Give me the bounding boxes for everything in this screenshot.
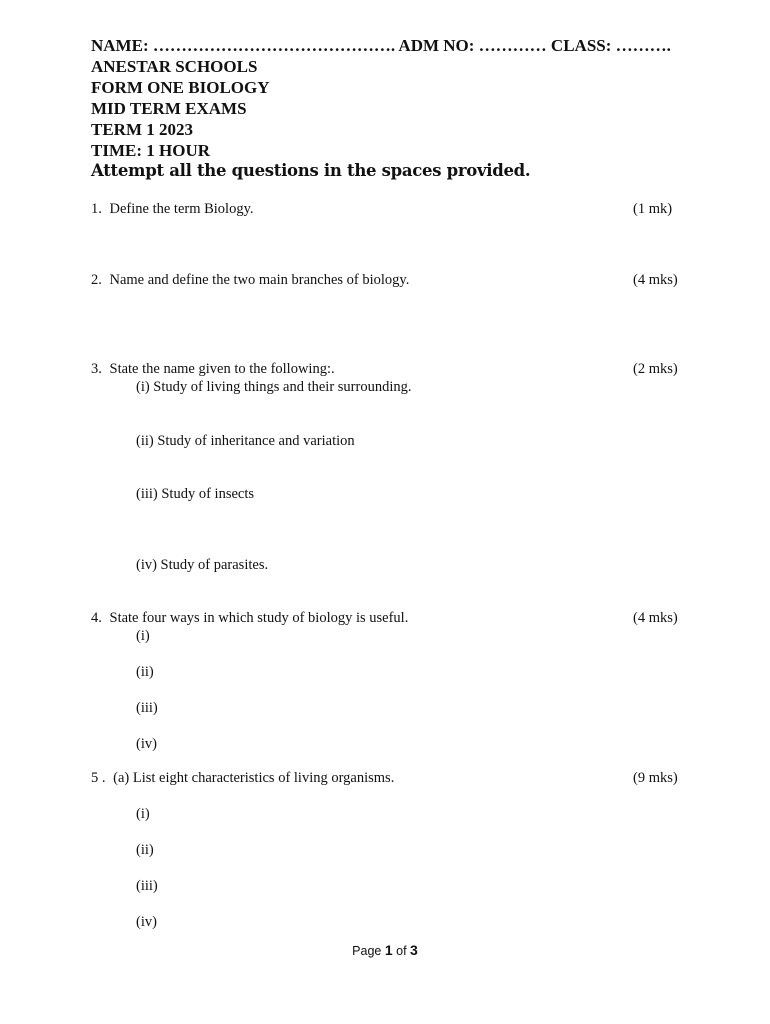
page-label: Page [352, 944, 382, 958]
question-3-sub-i: (i) Study of living things and their surrounding. [136, 379, 412, 395]
question-5 [91, 769, 394, 787]
instructions: Attempt all the questions in the spaces provided. [91, 161, 531, 180]
question-text: Define the term Biology. [109, 201, 254, 217]
question-1 [91, 200, 254, 218]
question-4-sub-iii: (iii) [136, 700, 158, 716]
subject-title: FORM ONE BIOLOGY [91, 78, 270, 97]
question-3-sub-iv: (iv) Study of parasites. [136, 557, 269, 573]
question-5-sub-ii: (ii) [136, 842, 154, 858]
question-number: 2. [91, 272, 102, 288]
question-3-sub-iii: (iii) Study of insects [136, 486, 255, 502]
question-4-sub-ii: (ii) [136, 664, 154, 680]
question-4-sub-i: (i) [136, 628, 150, 644]
time-label: TIME: 1 HOUR [91, 141, 210, 160]
question-number: 5 . [91, 770, 106, 786]
current-page-number: 1 [384, 942, 393, 958]
question-4 [91, 609, 408, 627]
page-of-label: of [396, 944, 407, 958]
question-text: (a) List eight characteristics of living organisms. [113, 770, 395, 786]
exam-title: MID TERM EXAMS [91, 99, 247, 118]
question-5-sub-iv: (iv) [136, 914, 157, 930]
question-5-sub-iii: (iii) [136, 878, 158, 894]
question-2-marks: (4 mks) [633, 272, 678, 288]
question-3 [91, 360, 335, 378]
term-label: TERM 1 2023 [91, 120, 193, 139]
question-text: Name and define the two main branches of biology. [109, 272, 410, 288]
student-details-line: NAME: ……………………………………. ADM NO: ………… CLASS: ………. [91, 36, 671, 55]
question-5-marks: (9 mks) [633, 770, 678, 786]
question-number: 1. [91, 201, 102, 217]
question-number: 4. [91, 610, 102, 626]
question-text: State the name given to the following:. [109, 361, 335, 377]
question-1-marks: (1 mk) [633, 201, 673, 217]
question-4-marks: (4 mks) [633, 610, 678, 626]
question-4-sub-iv: (iv) [136, 736, 157, 752]
question-3-marks: (2 mks) [633, 361, 678, 377]
page-footer [0, 942, 770, 958]
total-pages-number: 3 [410, 942, 418, 958]
school-name: ANESTAR SCHOOLS [91, 57, 258, 76]
question-number: 3. [91, 361, 102, 377]
question-text: State four ways in which study of biology is useful. [109, 610, 409, 626]
question-3-sub-ii: (ii) Study of inheritance and variation [136, 433, 355, 449]
question-2 [91, 271, 409, 289]
question-5-sub-i: (i) [136, 806, 150, 822]
